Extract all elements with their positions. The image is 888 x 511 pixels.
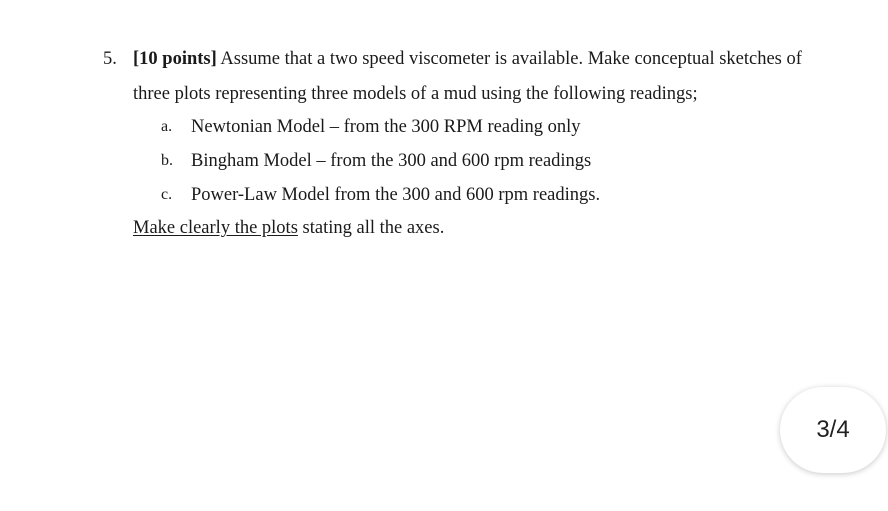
list-item-marker-c: c.	[161, 186, 173, 203]
list-item-c: Power-Law Model from the 300 and 600 rpm readings.	[191, 185, 601, 205]
question-line-1-text: Assume that a two speed viscometer is available. Make conceptual sketches of	[216, 49, 802, 69]
question-number: 5.	[103, 49, 117, 69]
question-points: [10 points]	[133, 49, 217, 69]
instruction-line	[133, 217, 444, 239]
list-item-marker-a: a.	[161, 118, 173, 135]
page-indicator-text: 3/4	[816, 416, 850, 443]
list-item-a: Newtonian Model – from the 300 RPM reading only	[191, 117, 581, 137]
question-line-2: three plots representing three models of a mud using the following readings;	[133, 84, 698, 104]
list-item-b: Bingham Model – from the 300 and 600 rpm readings	[191, 151, 592, 171]
instruction-underlined-text: Make clearly the plots	[133, 218, 298, 238]
list-item-marker-b: b.	[161, 152, 173, 169]
instruction-text: stating all the axes.	[297, 218, 445, 238]
question-line-1	[133, 48, 802, 70]
